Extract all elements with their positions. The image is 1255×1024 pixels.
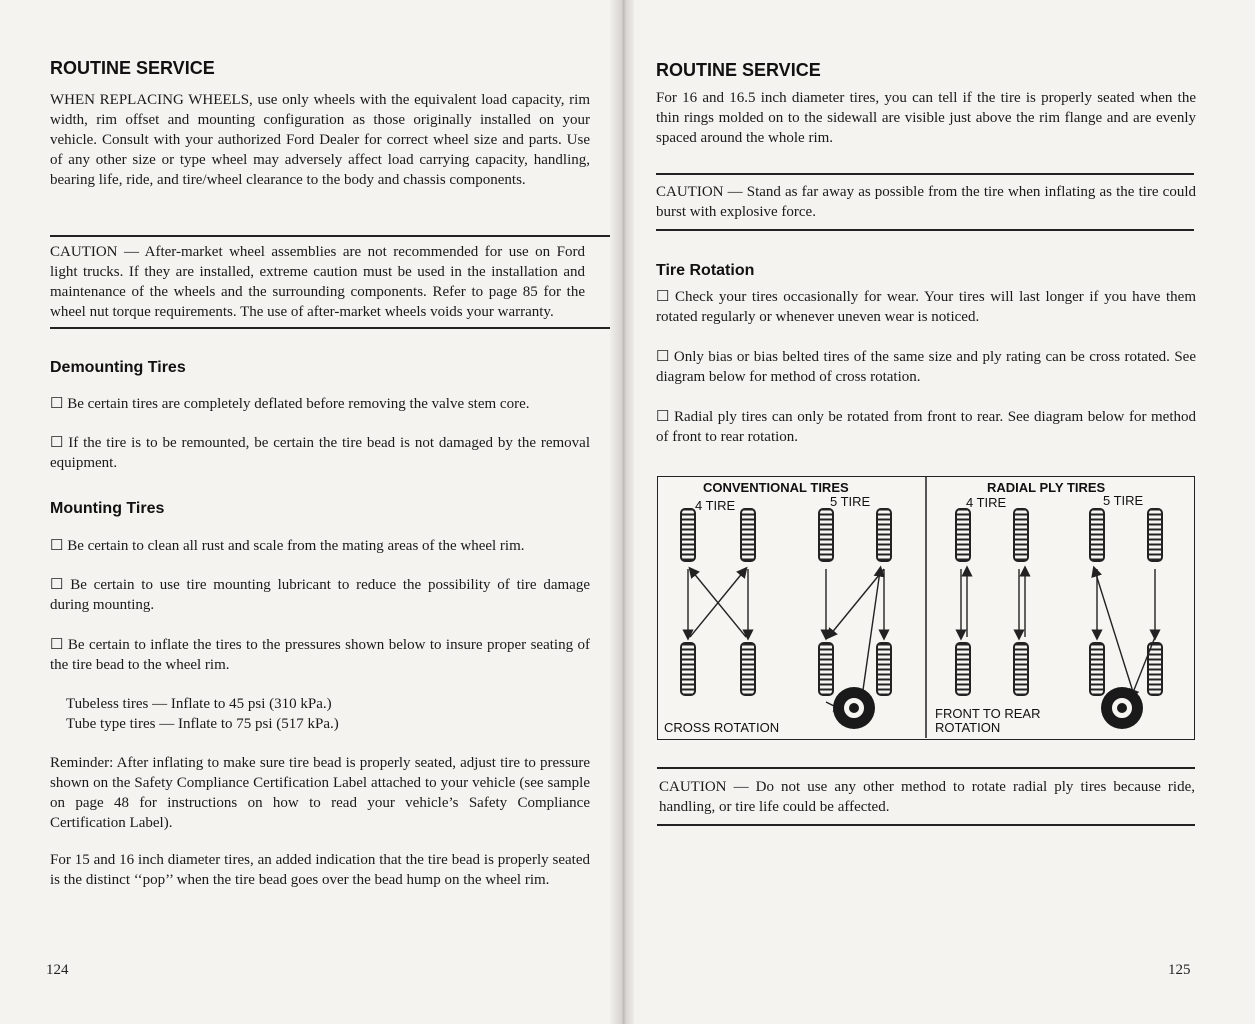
cross-rotation-label: CROSS ROTATION	[664, 720, 780, 735]
mounting-item: ☐ Be certain to clean all rust and scale from the mating areas of the wheel rim.	[50, 538, 525, 554]
radial-4-tire-label: 4 TIRE	[966, 495, 1007, 510]
conventional-tires-title: CONVENTIONAL TIRES	[703, 480, 849, 495]
radial-4-tire-pattern	[956, 509, 1028, 695]
demounting-item: ☐ If the tire is to be remounted, be certain the tire bead is not damaged by the removal equipment.	[50, 435, 590, 471]
left-page-number: 124	[46, 962, 69, 978]
caution-bottom-rule	[656, 229, 1194, 231]
rotation-label: ROTATION	[935, 720, 1001, 735]
sidewall-rings-paragraph: For 16 and 16.5 inch diameter tires, you can tell if the tire is properly seated when the thin rings molded on to the sidewall are visible just above the rim flange and are evenly spaced around the whole rim.	[656, 90, 1196, 146]
tube-type-pressure: Tube type tires — Inflate to 75 psi (517 kPa.)	[66, 716, 339, 732]
caution-bottom-rule	[50, 327, 612, 329]
demounting-item: ☐ Be certain tires are completely deflated before removing the valve stem core.	[50, 396, 530, 412]
radial-ply-tires-title: RADIAL PLY TIRES	[987, 480, 1106, 495]
conventional-4-tire-label: 4 TIRE	[695, 498, 736, 513]
aftermarket-caution: CAUTION — After-market wheel assemblies are not recommended for use on Ford light trucks. If they are installed, extreme caution must be used in the installation and maintenance of the wheels and the surrounding components. Refer to page 85 for the wheel nut torque requirements. The use of after-market wheels voids your warranty.	[50, 244, 585, 320]
caution-top-rule	[50, 235, 612, 237]
front-to-rear-label: FRONT TO REAR	[935, 706, 1041, 721]
replacing-wheels-paragraph: WHEN REPLACING WHEELS, use only wheels with the equivalent load capacity, rim width, rim offset and mounting configuration as those originally installed on your vehicle. Consult with your authorized Ford Dealer for correct wheel size and parts. Use of any other size or type wheel may adversely affect load carrying capacity, handling, bearing life, ride, and tire/wheel clearance to the body and chassis components.	[50, 92, 590, 188]
radial-rotation-caution: CAUTION — Do not use any other method to rotate radial ply tires because ride, handling, or tire life could be affected.	[659, 779, 1195, 815]
right-page-number: 125	[1168, 962, 1191, 978]
radial-5-tire-label: 5 TIRE	[1103, 493, 1144, 508]
caution-top-rule	[656, 173, 1194, 175]
mounting-tires-heading: Mounting Tires	[50, 500, 165, 517]
rotation-item: ☐ Only bias or bias belted tires of the same size and ply rating can be cross rotated. See diagram below for method of cross rotation.	[656, 349, 1196, 385]
mounting-item: ☐ Be certain to use tire mounting lubricant to reduce the possibility of tire damage during mounting.	[50, 577, 590, 613]
tubeless-pressure: Tubeless tires — Inflate to 45 psi (310 kPa.)	[66, 696, 332, 712]
conventional-5-tire-label: 5 TIRE	[830, 494, 871, 509]
caution-top-rule	[657, 767, 1195, 769]
rotation-item: ☐ Check your tires occasionally for wear. Your tires will last longer if you have them rotated regularly or whenever uneven wear is noticed.	[656, 289, 1196, 325]
bead-pop-paragraph: For 15 and 16 inch diameter tires, an added indication that the tire bead is properly seated is the distinct ‘‘pop’’ when the tire bead goes over the bead hump on the wheel rim.	[50, 852, 590, 888]
radial-5-tire-pattern	[1090, 509, 1162, 729]
caution-bottom-rule	[657, 824, 1195, 826]
reminder-paragraph: Reminder: After inflating to make sure tire bead is properly seated, adjust tire to pressure shown on the Safety Compliance Certification Label attached to your vehicle (see sample on page 48 for instructions on how to read your vehicle’s Safety Compliance Certification Label).	[50, 755, 590, 831]
conventional-4-tire-pattern	[681, 509, 755, 695]
rotation-diagram-drawing	[658, 477, 1193, 738]
inflation-caution: CAUTION — Stand as far away as possible from the tire when inflating as the tire could burst with explosive force.	[656, 184, 1196, 220]
rotation-item: ☐ Radial ply tires can only be rotated from front to rear. See diagram below for method of front to rear rotation.	[656, 409, 1196, 445]
book-gutter	[610, 0, 636, 1024]
right-page-heading: ROUTINE SERVICE	[656, 60, 821, 80]
tire-rotation-diagram	[657, 476, 1195, 740]
left-page-heading: ROUTINE SERVICE	[50, 58, 215, 78]
demounting-tires-heading: Demounting Tires	[50, 359, 186, 376]
mounting-item: ☐ Be certain to inflate the tires to the pressures shown below to insure proper seating of the tire bead to the wheel rim.	[50, 637, 590, 673]
conventional-5-tire-pattern	[819, 509, 891, 729]
tire-rotation-heading: Tire Rotation	[656, 262, 755, 279]
